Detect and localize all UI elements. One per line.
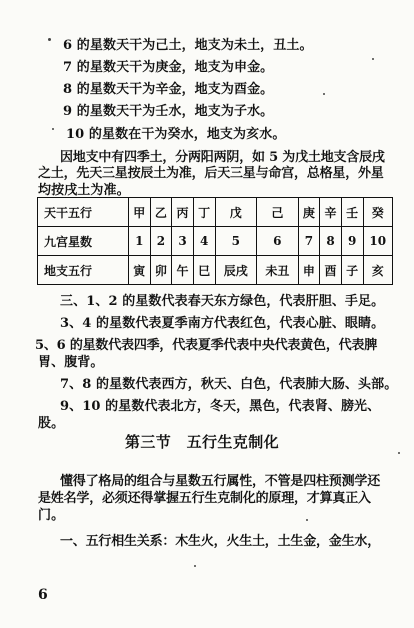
table-cell: 申 bbox=[298, 256, 320, 285]
paragraph-line: 是姓名学，必须还得掌握五行生克制化的原理，才算真正入 bbox=[38, 491, 371, 506]
paragraph-line: 7、8 的星数代表西方，秋天、白色，代表肺大肠、头部。 bbox=[60, 377, 398, 392]
five-elements-table bbox=[37, 197, 393, 285]
page-number: 6 bbox=[38, 587, 48, 603]
table-cell: 寅 bbox=[129, 256, 151, 285]
text-line: 10 的星数在干为癸水，地支为亥水。 bbox=[66, 127, 286, 142]
table-cell: 2 bbox=[150, 227, 172, 256]
table-row-star-numbers bbox=[38, 227, 393, 256]
table-cell: 壬 bbox=[341, 198, 363, 227]
paragraph-line: 3、4 的星数代表夏季南方代表红色，代表心脏、眼睛。 bbox=[60, 316, 385, 331]
text-line: 7 的星数天干为庚金，地支为申金。 bbox=[63, 60, 274, 75]
table-cell: 5 bbox=[215, 227, 257, 256]
table-cell: 巳 bbox=[193, 256, 215, 285]
table-cell: 甲 bbox=[129, 198, 151, 227]
table-cell: 乙 bbox=[150, 198, 172, 227]
paragraph-line: 之土，先天三星按辰土为准，后天三星与命宫，总格星，外星 bbox=[38, 166, 384, 181]
text-line: 8 的星数天干为辛金，地支为酉金。 bbox=[63, 82, 274, 97]
table-cell: 未丑 bbox=[257, 256, 299, 285]
table-cell: 辛 bbox=[320, 198, 342, 227]
table-cell: 8 bbox=[320, 227, 342, 256]
table-cell: 癸 bbox=[363, 198, 393, 227]
paragraph-line: 胃、腹背。 bbox=[38, 355, 104, 370]
paragraph-line: 9、10 的星数代表北方，冬天，黑色，代表肾、膀光、 bbox=[60, 399, 381, 414]
table-cell: 6 bbox=[257, 227, 299, 256]
table-row-earthly-branches bbox=[38, 256, 393, 285]
paragraph-line: 均按戌土为准。 bbox=[38, 183, 130, 198]
paragraph-line: 股。 bbox=[38, 416, 65, 431]
table-cell: 午 bbox=[172, 256, 194, 285]
table-cell: 戊 bbox=[215, 198, 257, 227]
scan-speck bbox=[52, 128, 54, 130]
table-row-header: 天干五行 bbox=[38, 198, 129, 227]
table-row-header: 九宫星数 bbox=[38, 227, 129, 256]
paragraph-line: 因地支中有四季土，分两阳两阴，如 5 为戊土地支含辰戌 bbox=[60, 150, 385, 165]
table-row-header: 地支五行 bbox=[38, 256, 129, 285]
table-cell: 卯 bbox=[150, 256, 172, 285]
table-cell: 辰戌 bbox=[215, 256, 257, 285]
table-cell: 酉 bbox=[320, 256, 342, 285]
scan-speck bbox=[398, 452, 400, 454]
table-row-heavenly-stems bbox=[38, 198, 393, 227]
table-cell: 4 bbox=[193, 227, 215, 256]
paragraph-line: 门。 bbox=[38, 508, 65, 523]
scan-speck bbox=[194, 565, 196, 567]
table-cell: 丁 bbox=[193, 198, 215, 227]
text-line: 9 的星数天干为壬水，地支为子水。 bbox=[63, 104, 274, 119]
table-cell: 子 bbox=[341, 256, 363, 285]
text-line: 6 的星数天干为己土，地支为未土，丑土。 bbox=[63, 38, 313, 53]
paragraph-line: 懂得了格局的组合与星数五行属性，不管是四柱预测学还 bbox=[60, 474, 381, 489]
scan-speck bbox=[323, 93, 325, 95]
table-cell: 3 bbox=[172, 227, 194, 256]
table-cell: 庚 bbox=[298, 198, 320, 227]
scan-speck bbox=[372, 58, 374, 60]
paragraph-line: 三、1、2 的星数代表春天东方绿色，代表肝胆、手足。 bbox=[60, 294, 385, 309]
table-cell: 9 bbox=[341, 227, 363, 256]
paragraph-line: 一、五行相生关系：木生火，火生土，土生金，金生水， bbox=[60, 534, 381, 549]
paragraph-line: 5、6 的星数代表四季，代表夏季代表中央代表黄色，代表脾 bbox=[35, 338, 378, 353]
scan-speck bbox=[48, 38, 51, 41]
scan-speck bbox=[306, 519, 308, 521]
section-title: 第三节 五行生克制化 bbox=[125, 433, 280, 451]
table-cell: 1 bbox=[129, 227, 151, 256]
table-cell: 丙 bbox=[172, 198, 194, 227]
table-cell: 7 bbox=[298, 227, 320, 256]
table-cell: 亥 bbox=[363, 256, 393, 285]
table-cell: 己 bbox=[257, 198, 299, 227]
table-cell: 10 bbox=[363, 227, 393, 256]
